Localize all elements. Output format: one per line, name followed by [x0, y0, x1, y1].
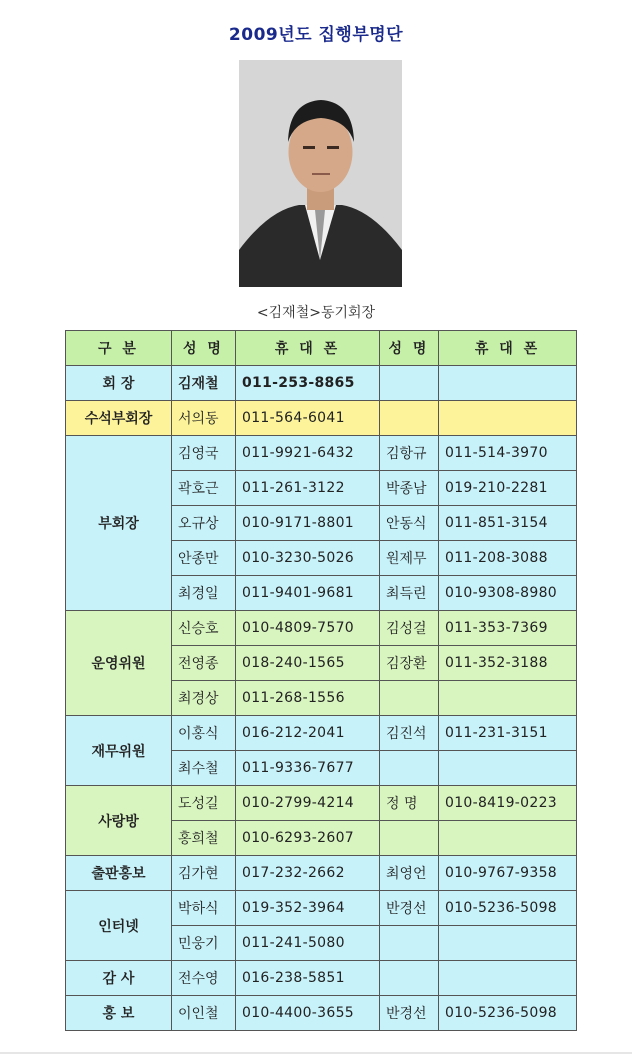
division-cell: 출판홍보 [66, 856, 172, 891]
member-phone-cell: 019-210-2281 [439, 471, 577, 506]
member-phone-cell: 016-238-5851 [236, 961, 380, 996]
division-cell: 수석부회장 [66, 401, 172, 436]
member-phone-cell: 010-3230-5026 [236, 541, 380, 576]
table-row [66, 961, 577, 996]
division-cell: 홍 보 [66, 996, 172, 1031]
table-row [66, 891, 577, 926]
header-phone-1: 휴 대 폰 [236, 331, 380, 366]
member-name-cell: 안종만 [172, 541, 236, 576]
member-name-cell [380, 961, 439, 996]
table-header-row [66, 331, 577, 366]
division-cell: 인터넷 [66, 891, 172, 961]
member-phone-cell: 010-4400-3655 [236, 996, 380, 1031]
member-phone-cell [439, 401, 577, 436]
member-name-cell: 전영종 [172, 646, 236, 681]
member-phone-cell [439, 926, 577, 961]
member-name-cell: 반경선 [380, 996, 439, 1031]
table-row [66, 786, 577, 821]
member-name-cell: 김성걸 [380, 611, 439, 646]
member-name-cell: 최수철 [172, 751, 236, 786]
member-phone-cell: 016-212-2041 [236, 716, 380, 751]
header-division: 구 분 [66, 331, 172, 366]
member-name-cell: 원제무 [380, 541, 439, 576]
header-phone-2: 휴 대 폰 [439, 331, 577, 366]
member-phone-cell: 011-9336-7677 [236, 751, 380, 786]
table-row [66, 856, 577, 891]
member-name-cell: 김가현 [172, 856, 236, 891]
member-name-cell: 김재철 [172, 366, 236, 401]
table-row [66, 611, 577, 646]
division-cell: 사랑방 [66, 786, 172, 856]
member-phone-cell: 011-231-3151 [439, 716, 577, 751]
member-phone-cell: 011-208-3088 [439, 541, 577, 576]
member-phone-cell: 010-8419-0223 [439, 786, 577, 821]
member-phone-cell: 011-353-7369 [439, 611, 577, 646]
member-phone-cell: 011-261-3122 [236, 471, 380, 506]
member-name-cell: 김장환 [380, 646, 439, 681]
member-phone-cell: 011-9921-6432 [236, 436, 380, 471]
member-name-cell: 곽호근 [172, 471, 236, 506]
member-name-cell: 전수영 [172, 961, 236, 996]
member-phone-cell: 010-5236-5098 [439, 996, 577, 1031]
member-name-cell: 김항규 [380, 436, 439, 471]
member-name-cell [380, 751, 439, 786]
member-phone-cell: 011-9401-9681 [236, 576, 380, 611]
member-name-cell [380, 926, 439, 961]
member-phone-cell: 011-268-1556 [236, 681, 380, 716]
roster-body [66, 366, 577, 1031]
division-cell: 운영위원 [66, 611, 172, 716]
member-phone-cell: 019-352-3964 [236, 891, 380, 926]
member-name-cell: 최영언 [380, 856, 439, 891]
member-name-cell: 오규상 [172, 506, 236, 541]
page-title: 2009년도 집행부명단 [228, 25, 404, 45]
member-phone-cell: 018-240-1565 [236, 646, 380, 681]
member-name-cell: 서의동 [172, 401, 236, 436]
member-name-cell: 신승호 [172, 611, 236, 646]
member-name-cell: 안동식 [380, 506, 439, 541]
member-name-cell: 이홍식 [172, 716, 236, 751]
member-name-cell: 반경선 [380, 891, 439, 926]
portrait-image [239, 60, 402, 287]
president-photo [239, 60, 402, 287]
table-row [66, 716, 577, 751]
table-row [66, 366, 577, 401]
member-phone-cell [439, 681, 577, 716]
division-cell: 회 장 [66, 366, 172, 401]
member-name-cell: 최경상 [172, 681, 236, 716]
member-name-cell: 홍희철 [172, 821, 236, 856]
member-phone-cell [439, 821, 577, 856]
member-phone-cell: 011-851-3154 [439, 506, 577, 541]
table-row [66, 401, 577, 436]
member-phone-cell: 010-9767-9358 [439, 856, 577, 891]
member-name-cell [380, 366, 439, 401]
bottom-divider [0, 1052, 632, 1054]
member-phone-cell [439, 751, 577, 786]
header-name-2: 성 명 [380, 331, 439, 366]
table-row [66, 996, 577, 1031]
member-phone-cell: 011-514-3970 [439, 436, 577, 471]
member-phone-cell: 010-9171-8801 [236, 506, 380, 541]
member-name-cell: 이인철 [172, 996, 236, 1031]
member-name-cell: 도성길 [172, 786, 236, 821]
member-phone-cell: 011-564-6041 [236, 401, 380, 436]
executive-roster-table [65, 330, 577, 1031]
division-cell: 부회장 [66, 436, 172, 611]
member-phone-cell: 011-352-3188 [439, 646, 577, 681]
header-name-1: 성 명 [172, 331, 236, 366]
member-name-cell: 민웅기 [172, 926, 236, 961]
member-phone-cell: 011-253-8865 [236, 366, 380, 401]
member-phone-cell: 010-2799-4214 [236, 786, 380, 821]
division-cell: 재무위원 [66, 716, 172, 786]
member-phone-cell: 010-6293-2607 [236, 821, 380, 856]
member-name-cell [380, 401, 439, 436]
member-phone-cell [439, 366, 577, 401]
member-phone-cell: 010-9308-8980 [439, 576, 577, 611]
member-phone-cell: 017-232-2662 [236, 856, 380, 891]
member-name-cell: 김진석 [380, 716, 439, 751]
photo-caption: <김재철>동기회장 [256, 305, 376, 321]
member-name-cell: 정 명 [380, 786, 439, 821]
member-name-cell: 박하식 [172, 891, 236, 926]
member-name-cell: 최경일 [172, 576, 236, 611]
table-row [66, 436, 577, 471]
member-name-cell [380, 681, 439, 716]
division-cell: 감 사 [66, 961, 172, 996]
member-phone-cell: 010-4809-7570 [236, 611, 380, 646]
member-name-cell: 최득린 [380, 576, 439, 611]
member-name-cell: 김영국 [172, 436, 236, 471]
member-phone-cell [439, 961, 577, 996]
member-name-cell: 박종남 [380, 471, 439, 506]
member-name-cell [380, 821, 439, 856]
member-phone-cell: 010-5236-5098 [439, 891, 577, 926]
member-phone-cell: 011-241-5080 [236, 926, 380, 961]
